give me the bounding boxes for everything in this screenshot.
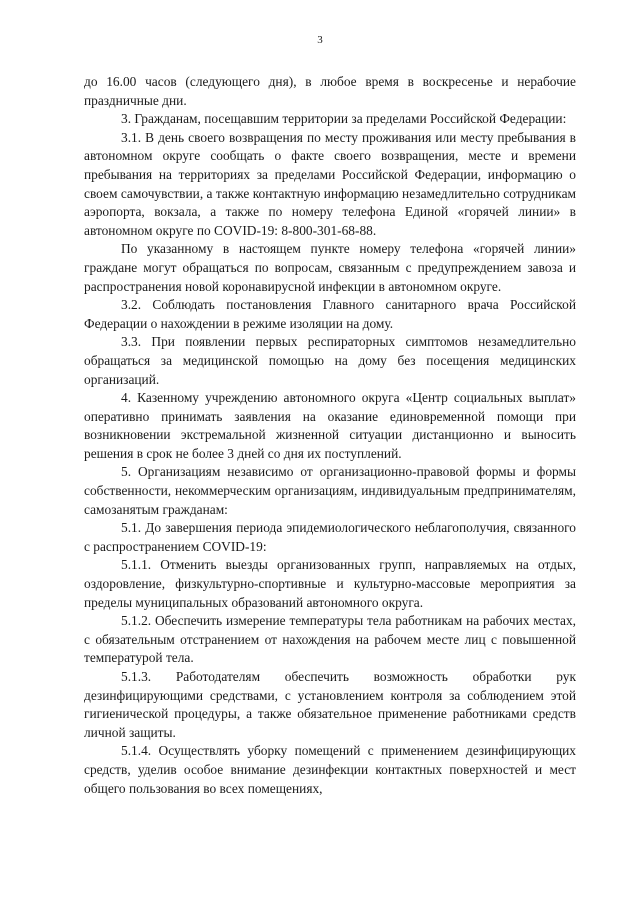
paragraph-2: 3.1. В день своего возвращения по месту проживания или месту пребывания в автономном округе сообщать о факте своего возвращения, месте и времени пребывания на территориях за пределами Российской Федерации, информацию о своем самочувствии, а также контактную информацию незамедлительно сотрудникам аэропорта, вокзала, а также по номеру телефона Единой «горячей линии» в автономном округе по COVID-19: 8-800-301-68-88. — [84, 129, 576, 238]
paragraph-12: 5.1.4. Осуществлять уборку помещений с применением дезинфицирующих средств, уделив особое внимание дезинфекции контактных поверхностей и мест общего пользования во всех помещениях, — [84, 743, 576, 796]
paragraph-5: 3.3. При появлении первых респираторных симптомов незамедлительно обращаться за медицинской помощью на дому без посещения медицинских организаций. — [84, 334, 576, 387]
paragraph-3: По указанному в настоящем пункте номеру телефона «горячей линии» граждане могут обращаться по вопросам, связанным с предупреждением завоза и распространения новой коронавирусной инфекции в автономном округе. — [84, 241, 576, 294]
document-body — [84, 73, 576, 798]
paragraph-10: 5.1.2. Обеспечить измерение температуры тела работникам на рабочих местах, с обязательным отстранением от нахождения на рабочем месте лиц с повышенной температурой тела. — [84, 613, 576, 666]
paragraph-1: 3. Гражданам, посещавшим территории за пределами Российской Федерации: — [121, 111, 567, 127]
paragraph-7: 5. Организациям независимо от организационно-правовой формы и формы собственности, некоммерческим организациям, индивидуальным предпринимателям, самозанятым гражданам: — [84, 464, 576, 517]
paragraph-8: 5.1. До завершения периода эпидемиологического неблагополучия, связанного с распространением COVID-19: — [84, 520, 576, 554]
paragraph-4: 3.2. Соблюдать постановления Главного санитарного врача Российской Федерации о нахождении в режиме изоляции на дому. — [84, 297, 576, 331]
paragraph-6: 4. Казенному учреждению автономного округа «Центр социальных выплат» оперативно принимать заявления на оказание единовременной помощи при возникновении экстремальной жизненной ситуации дистанционно и выносить решения в срок не более 3 дней со дня их поступлений. — [84, 390, 576, 461]
paragraph-11: 5.1.3. Работодателям обеспечить возможность обработки рук дезинфицирующими средствами, с установлением контроля за соблюдением этой гигиенической процедуры, а также обязательное применение работниками средств личной защиты. — [84, 669, 576, 740]
paragraph-9: 5.1.1. Отменить выезды организованных групп, направляемых на отдых, оздоровление, физкультурно-спортивные и культурно-массовые мероприятия за пределы муниципальных образований автономного округа. — [84, 557, 576, 610]
paragraph-0: до 16.00 часов (следующего дня), в любое время в воскресенье и нерабочие праздничные дни. — [84, 74, 576, 108]
page-number: 3 — [317, 34, 323, 46]
